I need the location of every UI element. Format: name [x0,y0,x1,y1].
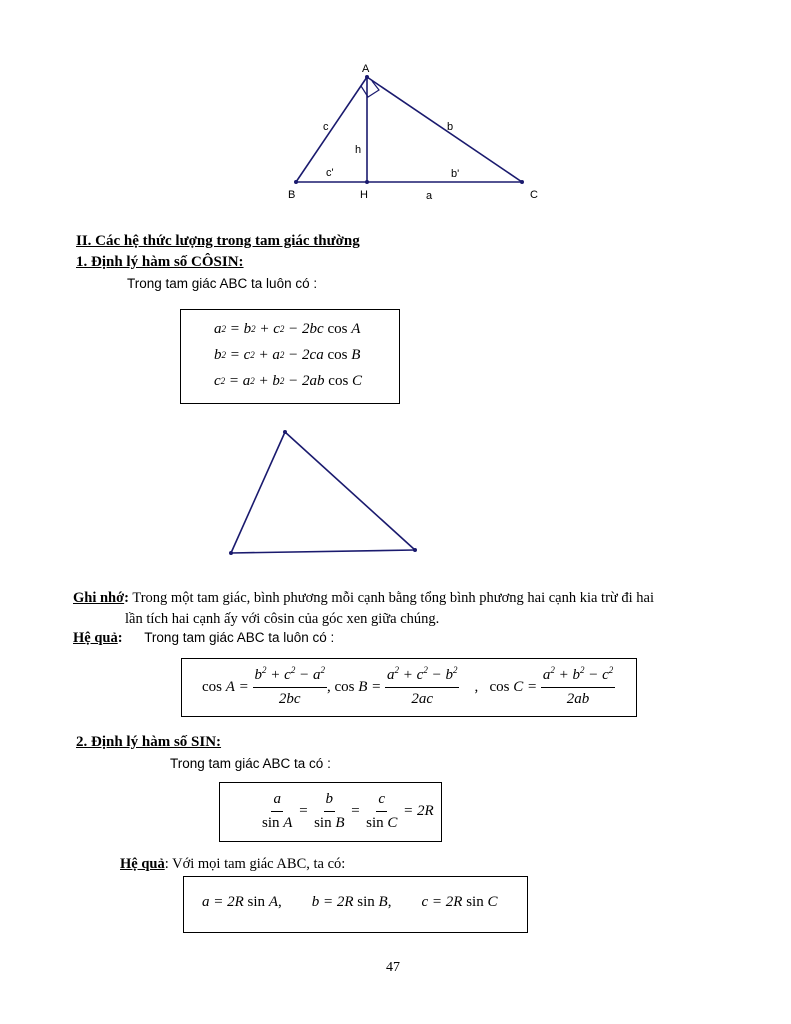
label-b: b [447,121,454,133]
formula-a-squared: a 2 = b 2 + c 2 − 2bc cos A [214,321,361,337]
label-b-prime: b' [451,168,460,180]
note-label: Ghi nhớ [73,590,125,606]
cosine-intro: Trong tam giác ABC ta luôn có : [127,276,318,291]
cosine-corollary-box: cos A = $\frac{b^2 + c^2 - a^2}{2bc}$ , cos B = $\frac{a^2 + c^2 - b^2}{2ac}$ , cos C = $\frac{a^2 + b^2 - c^2}{2ab}$ [181,658,637,717]
note-line1: Trong một tam giác, bình phương mỗi cạnh bằng tổng bình phương hai cạnh kia trừ đi hai [132,590,655,606]
cosine-theorem-title: 1. Định lý hàm số CÔSIN: [76,254,244,270]
side-BC-2 [231,550,415,553]
label-h: h [355,144,362,156]
side-AB-2 [231,432,285,553]
right-triangle-figure [280,55,550,205]
side-a-formula: a = 2 R sin A , [202,894,282,910]
label-B: B [288,189,296,201]
page-number: 47 [386,960,400,975]
section-title: II. Các hệ thức lượng trong tam giác thường [76,233,360,249]
corollary2-label: Hệ quả [120,856,165,872]
sine-formula: $\frac{a}{\text{sin A}}$ = $\frac{b}{\text{sin B}}$ = $\frac{c}{\text{sin C}}$ = 2R [262,791,434,831]
note-line2: lần tích hai cạnh ấy với côsin của góc xen giữa chúng. [125,611,440,627]
cos-C-formula: cos C = $\frac{a^2 + b^2 - c^2}{2ab}$ [489,665,614,707]
sine-theorem-title: 2. Định lý hàm số SIN: [76,734,222,750]
label-H: H [360,189,368,201]
label-a: a [426,190,433,202]
corollary2-row [120,856,345,873]
formula-b-squared: b 2 = c 2 + a 2 − 2ca cos B [214,347,361,363]
side-AC-2 [285,432,415,550]
general-triangle-figure [215,408,445,578]
sine-formula-box [219,782,442,842]
sine-intro: Trong tam giác ABC ta có : [170,756,331,771]
cos-B-formula: cos B = $\frac{a^2 + c^2 - b^2}{2ac}$ [334,665,458,707]
cos-A-formula: cos A = $\frac{b^2 + c^2 - a^2}{2bc}$ [202,665,325,707]
corollary2-text: : Với mọi tam giác ABC, ta có: [164,856,346,872]
corollary1-label: Hệ quả [73,630,118,646]
corollary1-text: Trong tam giác ABC ta luôn có : [144,630,335,645]
side-b-formula: b = 2 R sin B , [311,894,392,910]
corollary1-row: Hệ quả: Trong tam giác ABC ta luôn có : [73,630,335,646]
label-A: A [362,63,370,75]
side-c-formula: c = 2 R sin C [421,894,498,910]
cosine-formula-box [180,309,400,404]
side-AC [367,77,522,182]
formula-c-squared: c 2 = a 2 + b 2 − 2ab cos C [214,373,363,389]
label-c: c [323,121,329,133]
label-C: C [530,189,538,201]
sine-corollary-box [183,876,528,933]
note-block: Ghi nhớ: Trong một tam giác, bình phương mỗi cạnh bằng tổng bình phương hai cạnh kia trừ đi hai lần tích hai cạnh ấy với côsin của góc xen giữa chúng. [73,588,753,630]
label-c-prime: c' [326,167,334,179]
